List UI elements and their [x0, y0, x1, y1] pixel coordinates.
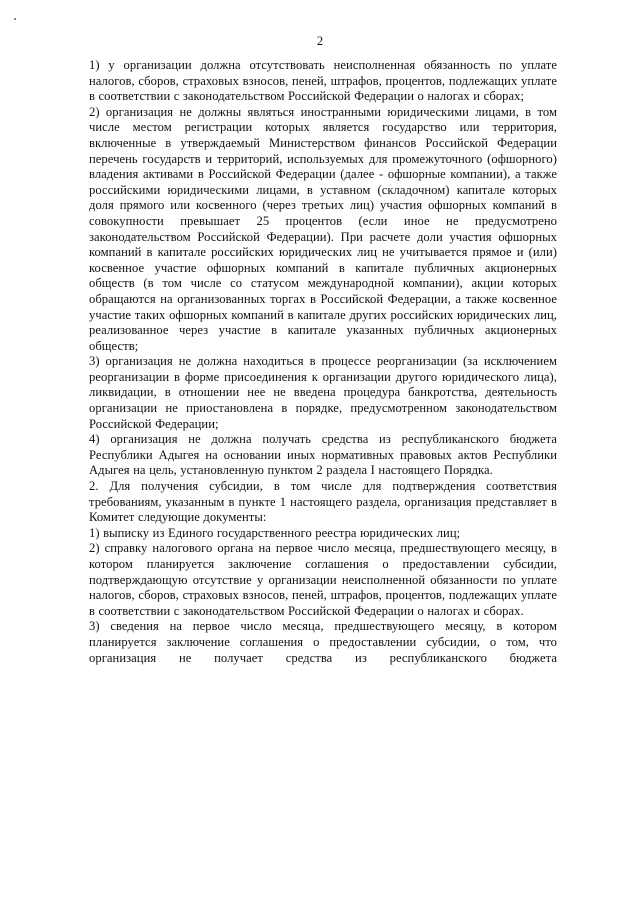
paragraph-section-2-documents: 2. Для получения субсидии, в том числе для подтверждения соответствия требованиям, указанным в пункте 1 настоящего раздела, организация представляет в Комитет следующие документы: — [89, 479, 557, 525]
paragraph-doc-3-funding-statement: 3) сведения на первое число месяца, предшествующего месяцу, в котором планируется заключение соглашения о предоставлении субсидии, о том, что организация не получает средства из республиканского бюджета — [89, 619, 557, 665]
paragraph-doc-2-tax-certificate: 2) справку налогового органа на первое число месяца, предшествующего месяцу, в котором планируется заключение соглашения о предоставлении субсидии, подтверждающую отсутствие у организации неисполненной обязанности по уплате налогов, сборов, страховых взносов, пеней, штрафов, процентов, подлежащих уплате в соответствии с законодательством Российской Федерации о налогах и сборах. — [89, 541, 557, 618]
paragraph-item-4-no-other-funding: 4) организация не должна получать средства из республиканского бюджета Республики Адыгея на основании иных нормативных правовых актов Республики Адыгея на цель, установленную пунктом 2 раздела I настоящего Порядка. — [89, 432, 557, 478]
scan-artifact — [14, 18, 16, 20]
paragraph-doc-1-registry-extract: 1) выписку из Единого государственного реестра юридических лиц; — [89, 525, 461, 540]
paragraph-item-2-not-offshore: 2) организация не должны являться иностранными юридическими лицами, в том числе местом регистрации которых является государство или территория, включенные в утверждаемый Министерством финансов Российской Федерации перечень государств и территорий, используемых для промежуточного (офшорного) владения активами в Российской Федерации (далее - офшорные компании), а также российскими юридическими лицами, в уставном (складочном) капитале которых доля прямого или косвенного (через третьих лиц) участия офшорных компаний в совокупности превышает 25 процентов (если иное не предусмотрено законодательством Российской Федерации). При расчете доли участия офшорных компаний в капитале российских юридических лиц не учитывается прямое и (или) косвенное участие офшорных компаний в капитале публичных акционерных обществ (в том числе со статусом международной компании), акции которых обращаются на организованных торгах в Российской Федерации, а также косвенное участие таких офшорных компаний в капитале других российских юридических лиц, реализованное через участие в капитале указанных публичных акционерных обществ; — [89, 104, 557, 353]
document-body — [89, 58, 557, 666]
page-number: 2 — [316, 34, 324, 48]
paragraph-item-1-no-tax-debt: 1) у организации должна отсутствовать неисполненная обязанность по уплате налогов, сборов, страховых взносов, пеней, штрафов, процентов, подлежащих уплате в соответствии с законодательством Российской Федерации о налогах и сборах; — [89, 58, 557, 104]
paragraph-item-3-no-reorganization: 3) организация не должна находиться в процессе реорганизации (за исключением реорганизации в форме присоединения к организации другого юридического лица), ликвидации, в отношении нее не введена процедура банкротства, деятельность организации не приостановлена в порядке, предусмотренном законодательством Российской Федерации; — [89, 354, 557, 431]
